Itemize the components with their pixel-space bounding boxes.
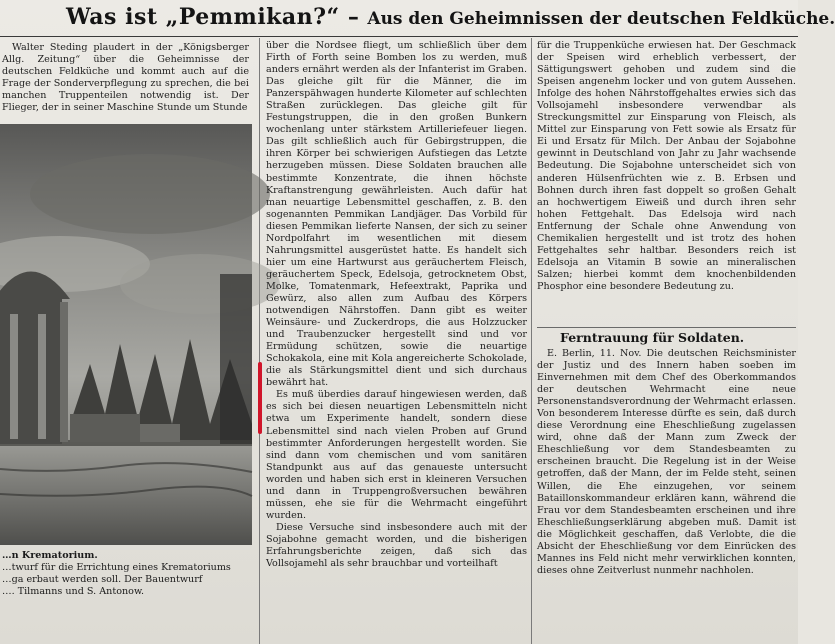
photo-icon	[0, 124, 252, 545]
column-1-text	[2, 42, 249, 112]
caption-line: …ga erbaut werden soll. Der Bauentwurf	[2, 574, 203, 586]
crematorium-photo	[0, 124, 252, 545]
paragraph: Es muß überdies darauf hingewiesen werden, daß es sich bei diesen neuartigen Lebensmitteln nicht etwa um Experimente handelt, sondern diese Lebensmittel sind nach vielen Proben auf Grund bestimmter Anforderungen hergestellt worden. Sie sind dann vom chemischen und vom sanitären Standpunkt aus auf das genaueste untersucht worden und haben sich erst in kleineren Versuchen und dann in Truppengroßversuchen bewähren müssen, ehe sie für die Wehrmacht eingeführt wurden.	[266, 389, 527, 521]
headline-sub: Aus den Geheimnissen der deutschen Feldküche.	[367, 9, 835, 29]
column-rule-2	[531, 38, 532, 644]
headline-rule	[0, 36, 798, 37]
paragraph: für die Truppenküche erwiesen hat. Der Geschmack der Speisen wird erheblich verbessert, der Sättigungswert gehoben und zudem sind die Speisen angenehm locker und von gutem Aussehen. Infolge des hohen Nährstoffgehaltes erwies sich das Vollsojamehl insbesondere verwendbar als Streckungsmittel zur Einsparung von Fleisch, als Mittel zur Einsparung von Fett sowie als Ersatz für Ei und Ersatz für Milch. Der Anbau der Sojabohne gewinnt in Deutschland von Jahr zu Jahr wachsende Bedeutung. Die Sojabohne unterscheidet sich von anderen Hülsenfrüchten wie z. B. Erbsen und Bohnen durch ihren fast doppelt so großen Gehalt an hochwertigem Eiweiß und durch ihren sehr hohen Fettgehalt. Das Edelsoja wird nach Entfernung der Schale ohne Anwendung von Chemikalien hergestellt und ist trotz des hohen Fettgehaltes sehr haltbar. Besonders reich ist Edelsoja an Vitamin B sowie an mineralischen Salzen; hierbei kommt dem knochenbildenden Phosphor eine besondere Bedeutung zu.	[537, 40, 796, 292]
paragraph: über die Nordsee fliegt, um schließlich über dem Firth of Forth seine Bomben los zu werden, muß anders ernährt werden als der Infanterist im Graben. Das gleiche gilt für die Männer, die im Panzerspähwagen hunderte Kilometer auf schlechten Straßen zurücklegen. Das gleiche gilt für Festungstruppen, die in den großen Bunkern wochenlang unter stärkstem Artilleriefeuer liegen. Das gilt schließlich auch für Gebirgstruppen, die ihren Körper bei schwierigen Aufstiegen das Letzte herzugeben müssen. Diese Soldaten brauchen alle bestimmte Konzentrate, die ihnen höchste Kraftanstrengung gewährleisten. Auch dafür hat man neuartige Lebensmittel geschaffen, z. B. den sogenannten Pemmikan Landjäger. Das Vorbild für diesen Pemmikan lieferte Nansen, der sich zu seiner Nordpolfahrt im wesentlichen mit diesem Nahrungsmittel ausgerüstet hatte. Es handelt sich hier um eine Hartwurst aus geräuchertem Fleisch, geräuchertem Speck, Edelsoja, getrocknetem Obst, Molke, Tomatenmark, Hefeextrakt, Paprika und Gewürz, also allen zum Aufbau des Körpers notwendigen Nährstoffen. Dann gibt es weiter Weinsäure- und Zuckerdrops, die aus Holzzucker und Traubenzucker hergestellt sind und vor Ermüdung schützen, sowie die neuartige Schokakola, eine mit Kola angereicherte Schokolade, die als Stärkungsmittel dient und sich durchaus bewährt hat.	[266, 40, 527, 389]
column-3-text	[537, 40, 796, 332]
column-2-text	[266, 40, 527, 644]
caption-title: …n Krematorium.	[2, 550, 98, 561]
paragraph: E. Berlin, 11. Nov. Die deutschen Reichsminister der Justiz und des Innern haben soeben im Einvernehmen mit dem Chef des Oberkommandos der deutschen Wehrmacht eine neue Personenstandsverordnung der Wehrmacht erlassen. Von besonderem Interesse dürfte es sein, daß durch diese Verordnung eine Eheschließung zugelassen wird, ohne daß der Mann zum Zweck der Eheschließung vor dem Standesbeamten zu erscheinen braucht. Die Regelung ist in der Weise getroffen, daß der Mann, der im Felde steht, seinen Willen, die Ehe einzugehen, vor seinem Bataillonskommandeur erklären kann, während die Frau vor dem Standesbeamten erscheinen und ihre Eheschließungserklärung abgeben muß. Damit ist die Möglichkeit geschaffen, daß Verlobte, die die Absicht der Eheschließung vor dem Einrücken des Mannes ins Feld nicht mehr verwirklichen konnten, dieses ohne Zeitverlust nunmehr nachholen.	[537, 348, 796, 576]
caption-line: …. Tilmanns und S. Antonow.	[2, 586, 145, 598]
headline-main: Was ist „Pemmikan?“ –	[66, 4, 360, 30]
column-rule-1	[259, 38, 260, 644]
paragraph: Diese Versuche sind insbesondere auch mit der Sojabohne gemacht worden, und die bisherigen Erfahrungsberichte zeigen, daß sich das Vollsojamehl als sehr brauchbar und vorteilhaft	[266, 521, 527, 570]
caption-line: …twurf für die Errichtung eines Krematoriums	[2, 562, 231, 574]
paragraph: Walter Steding plaudert in der „Königsberger Allg. Zeitung“ über die Geheimnisse der deutschen Feldküche und kommt auch auf die Frage der Sonderverpflegung zu sprechen, die bei manchen Truppenteilen notwendig ist. Der Flieger, der in seiner Maschine Stunde um Stunde	[2, 42, 249, 114]
section-title: Ferntrauung für Soldaten.	[560, 330, 745, 345]
section-body	[537, 348, 796, 644]
photo-caption	[2, 550, 249, 644]
red-margin-mark	[258, 362, 262, 434]
page-headline	[66, 4, 835, 38]
